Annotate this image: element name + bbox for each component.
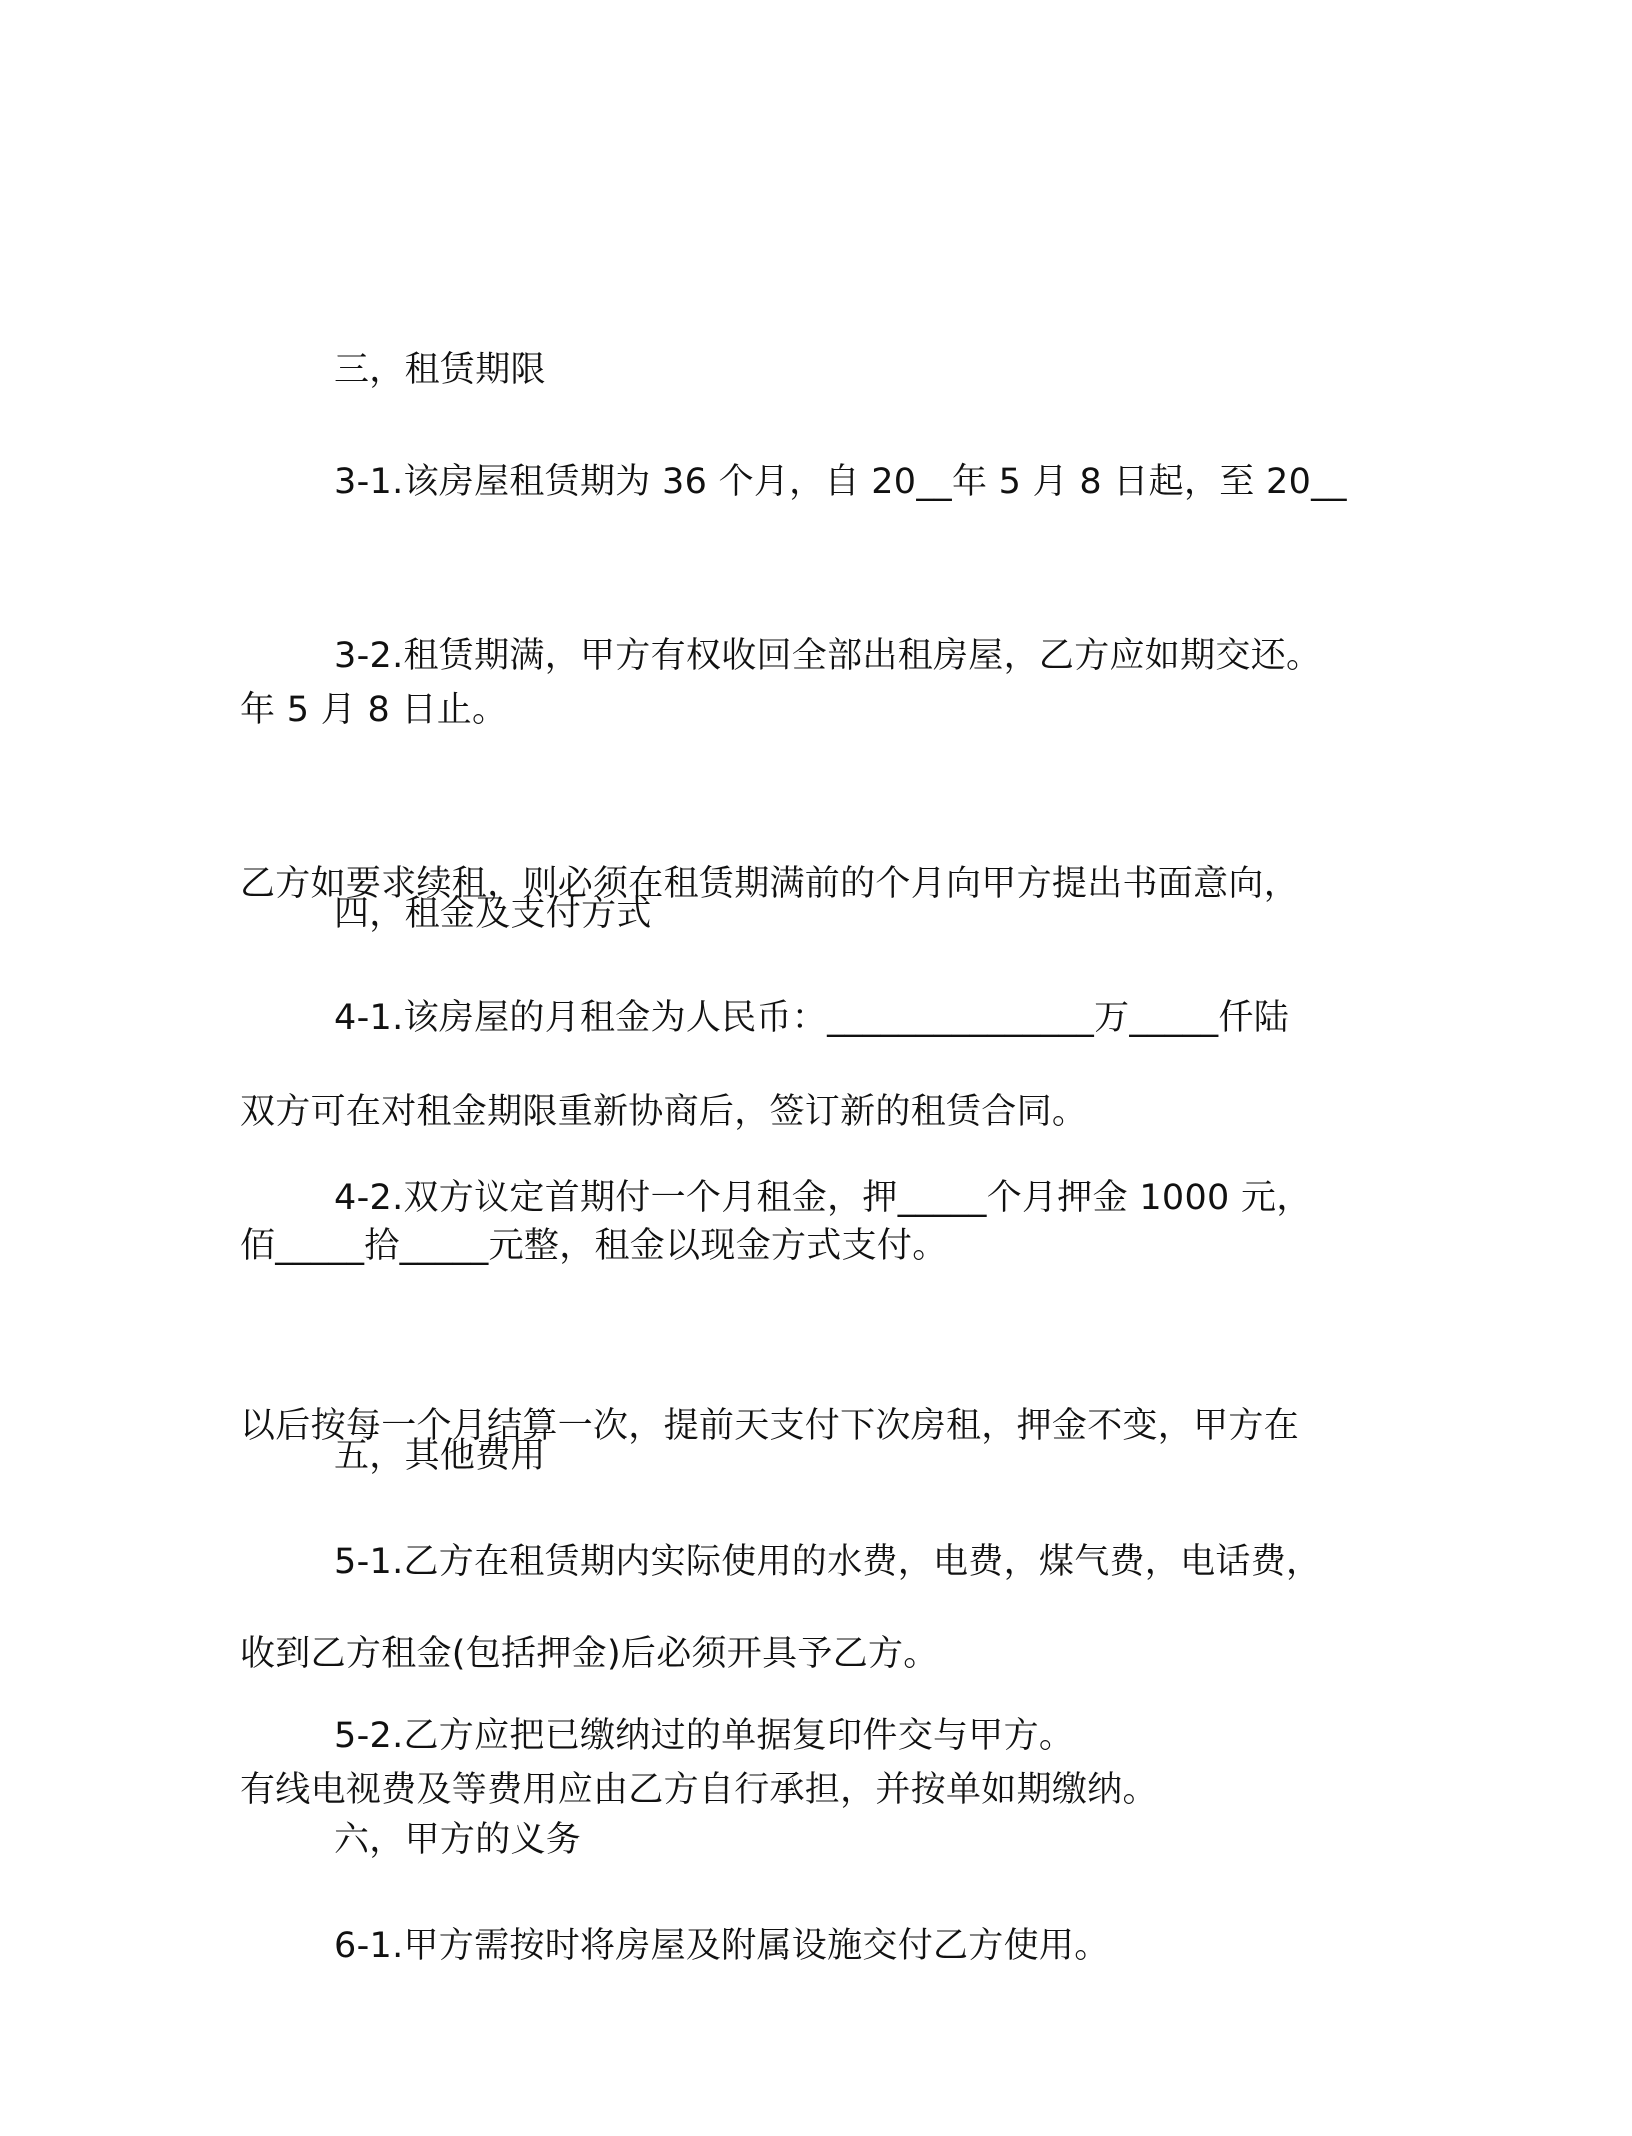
text-line: 收到乙方租金(包括押金)后必须开具予乙方。 [240,1634,939,1674]
text-line: 六，甲方的义务 [334,1820,582,1860]
text-line: 4-2.双方议定首期付一个月租金，押_____个月押金 1000 元， [334,1178,1312,1218]
text-line: 乙方如要求续租，则必须在租赁期满前的个月向甲方提出书面意向， [240,864,1300,904]
text-line: 年 5 月 8 日止。 [240,690,508,730]
text-line: 三，租赁期限 [334,350,546,390]
text-line: 五，其他费用 [334,1436,546,1476]
text-line: 5-1.乙方在租赁期内实际使用的水费，电费，煤气费，电话费， [334,1542,1322,1582]
text-line: 4-1.该房屋的月租金为人民币：_______________万_____仟陆 [334,998,1289,1038]
paragraph-6-1 [240,1756,1380,2136]
text-line: 双方可在对租金期限重新协商后，签订新的租赁合同。 [240,1092,1088,1132]
text-line: 佰_____拾_____元整，租金以现金方式支付。 [240,1226,948,1266]
text-line: 有线电视费及等费用应由乙方自行承担，并按单如期缴纳。 [240,1770,1158,1810]
text-line: 以后按每一个月结算一次，提前天支付下次房租，押金不变，甲方在 [240,1406,1300,1446]
text-line: 四，租金及支付方式 [334,894,652,934]
text-line: 3-2.租赁期满，甲方有权收回全部出租房屋，乙方应如期交还。 [334,636,1322,676]
text-line: 5-2.乙方应把已缴纳过的单据复印件交与甲方。 [334,1716,1075,1756]
text-line: 3-1.该房屋租赁期为 36 个月，自 20__年 5 月 8 日起，至 20__ [334,462,1347,502]
text-line: 6-1.甲方需按时将房屋及附属设施交付乙方使用。 [334,1926,1110,1966]
